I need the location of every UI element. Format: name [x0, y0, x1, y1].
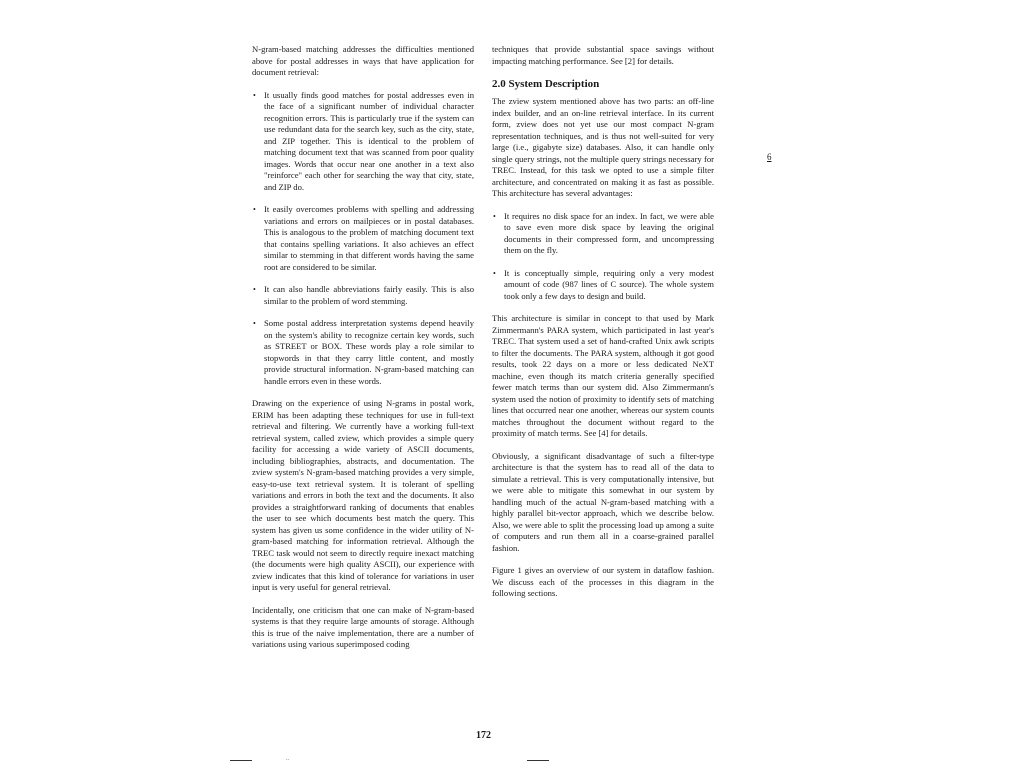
footer-tick-mark: .. — [286, 756, 289, 762]
list-item: • It usually finds good matches for postal addresses even in the face of a significant number of individual character recognition errors. This is particularly true if the system can use redundant data for the search key, such as the city, state, and ZIP together. This is identical to the problem of matching document text that was scanned from poor quality images. Words that occur near one another in a text also "reinforce" each other for searching the way that city, state, and ZIP do. — [252, 90, 474, 194]
list-item: • It can also handle abbreviations fairly easily. This is also similar to the problem of word stemming. — [252, 284, 474, 307]
list-item: • Some postal address interpretation systems depend heavily on the system's ability to recognize certain key words, such as STREET or BOX. These words play a role similar to stopwords in that they carry little content, and mostly provide structural information. N-gram-based matching can handle errors even in these words. — [252, 318, 474, 387]
right-column — [492, 44, 714, 611]
list-item: • It is conceptually simple, requiring only a very modest amount of code (987 lines of C source). The whole system took only a few days to design and build. — [492, 268, 714, 303]
incidentally-paragraph: Incidentally, one criticism that one can make of N-gram-based systems is that they require large amounts of storage. Although this is true of the naive implementation, there are a number of variations using various superimposed coding — [252, 604, 474, 649]
intro-paragraph: N-gram-based matching addresses the difficulties mentioned above for postal addresses in ways that have application for document retrieval: — [252, 44, 474, 77]
margin-mark: 6 — [767, 152, 772, 162]
obviously-paragraph: Obviously, a significant disadvantage of such a filter-type architecture is that the system has to read all of the data to simulate a retrieval. This is very computationally intensive, but we were able to mitigate this somewhat in our system by handling much of the actual N-gram-based matching with a highly parallel bit-vector approach, which we describe below. Also, we were able to split the processing load up among a suite of computers and run them all in a coarse-grained parallel fashion. — [492, 450, 714, 553]
system-paragraph: The zview system mentioned above has two parts: an off-line index builder, and an on-line retrieval interface. In its current form, zview does not yet use our most compact N-gram representation techniques, and is thus not well-suited for very large (i.e., gigabyte size) databases. Also, it can handle only single query strings, not the multiple query strings necessary for TREC. Instead, for this task we opted to use a simple filter architecture, and concentrated on making it as fast as possible. This architecture has several advantages: — [492, 96, 714, 198]
architecture-advantages-list — [492, 211, 714, 303]
drawing-paragraph: Drawing on the experience of using N-grams in postal work, ERIM has been adapting these techniques for use in full-text retrieval and filtering. We currently have a working full-text retrieval system, called zview, which provides a simple query facility for accessing a wide variety of ASCII documents, including bibliographies, abstracts, and documentation. The zview system's N-gram-based matching provides a very simple, easy-to-use text retrieval system. It is tolerant of spelling variations and errors in both the text and the documents. It also provides a straightforward ranking of documents that enables the user to see which documents best match the query. This system has given us some confidence in the wider utility of N-gram-based matching for information retrieval. Although the TREC task would not seem to directly require inexact matching (the documents were high quality ASCII), our experience with zview indicates that this kind of tolerance for variations in user input is very useful for general retrieval. — [252, 398, 474, 592]
architecture-paragraph: This architecture is similar in concept to that used by Mark Zimmermann's PARA system, which participated in last year's TREC. That system used a set of hand-crafted Unix awk scripts to filter the documents. The PARA system, although it got good results, took 22 days on a more or less dedicated NeXT machine, even though its match criteria generally specified fewer match terms than our system did. Also Zimmermann's system used the notion of proximity to identify sets of matching lines that occurred near one another, whereas our system counts matches throughout the document without regard to the proximity of match terms. See [4] for details. — [492, 313, 714, 438]
list-item: • It easily overcomes problems with spelling and addressing variations and errors on mailpieces or in postal databases. This is analogous to the problem of matching document text that contains spelling variations. It also achieves an effect similar to stemming in that different words having the same root are considered to be similar. — [252, 204, 474, 273]
figure-paragraph: Figure 1 gives an overview of our system in dataflow fashion. We discuss each of the processes in this diagram in the following sections. — [492, 565, 714, 598]
page-number: 172 — [476, 730, 491, 741]
continuation-paragraph: techniques that provide substantial space savings without impacting matching performance. See [2] for details. — [492, 44, 714, 66]
footer-rule — [527, 760, 549, 761]
ngram-advantages-list — [252, 90, 474, 388]
footer-rule — [230, 760, 252, 761]
section-heading: 2.0 System Description — [492, 78, 600, 90]
left-column — [252, 44, 474, 662]
list-item: • It requires no disk space for an index. In fact, we were able to save even more disk space by leaving the original documents in their compressed form, and uncompressing them on the fly. — [492, 211, 714, 257]
